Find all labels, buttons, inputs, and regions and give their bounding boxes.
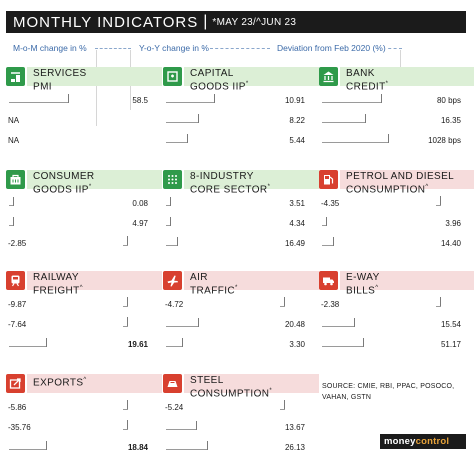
- source-note: [322, 381, 454, 403]
- indicator-value: -35.76: [8, 423, 31, 432]
- source-line-2: VAHAN, GSTN: [322, 394, 372, 401]
- legend-yoy-line: [210, 48, 270, 49]
- indicator-period-mark: ^: [83, 377, 87, 383]
- indicator-name-line-1: BANK: [346, 68, 375, 79]
- indicator-bar-tick: [381, 94, 382, 103]
- indicator-name-line-1: E-WAY: [346, 272, 380, 283]
- indicator-bar: [166, 142, 187, 143]
- indicator-name-line-2: CONSUMPTION^: [346, 184, 429, 196]
- indicator-name-line-2: FREIGHT^: [33, 285, 83, 297]
- indicator-bar-tick: [207, 441, 208, 450]
- indicator-bar-tick: [187, 134, 188, 143]
- indicator-name-line-1: CONSUMER: [33, 171, 95, 182]
- indicator-value: -2.38: [321, 300, 340, 309]
- indicator-value: 13.67: [284, 423, 305, 432]
- indicator-bar-tick: [196, 421, 197, 430]
- indicator-name-line-1: SERVICES: [33, 68, 87, 79]
- indicator-value: 20.48: [284, 320, 305, 329]
- indicator-bar: [9, 102, 68, 103]
- indicator-value: 3.51: [289, 199, 305, 208]
- moneycontrol-logo: [380, 434, 466, 449]
- legend-yoy-label: Y-o-Y change in %: [139, 43, 209, 53]
- indicator-period-mark: *: [267, 184, 271, 190]
- indicator-name-line-2: CONSUMPTION*: [190, 388, 273, 400]
- indicator-period-mark: ^: [79, 285, 83, 291]
- indicator-bar-tick: [388, 134, 389, 143]
- indicator-bar-tick: [214, 94, 215, 103]
- indicator-name-line-1: AIR: [190, 272, 208, 283]
- indicator-bar-tick: [177, 237, 178, 246]
- indicator-value: 18.84: [127, 443, 148, 452]
- indicator-value: -9.87: [8, 300, 27, 309]
- indicator-value: 0.08: [132, 199, 148, 208]
- indicator-bar: [166, 429, 196, 430]
- indicator-value: -4.35: [321, 199, 340, 208]
- logo-part-1: money: [384, 436, 416, 447]
- truck-icon: [319, 271, 338, 290]
- indicator-value: 19.61: [127, 340, 148, 349]
- indicator-bar-tick: [13, 197, 14, 206]
- legend-mom-line: [95, 48, 131, 49]
- core-sector-icon: [163, 170, 182, 189]
- indicator-name: [190, 68, 249, 92]
- legend-dev-guide: [400, 50, 401, 68]
- indicator-name: [33, 272, 83, 296]
- capital-goods-icon: [163, 67, 182, 86]
- indicator-bar-tick: [46, 441, 47, 450]
- indicator-bar-tick: [198, 114, 199, 123]
- exports-icon: [6, 374, 25, 393]
- indicator-bar-tick: [198, 318, 199, 327]
- indicator-bar-tick: [127, 420, 128, 429]
- indicator-value: -7.64: [8, 320, 27, 329]
- indicator-bar-tick: [68, 94, 69, 103]
- indicator-value: 16.35: [440, 116, 461, 125]
- indicator-name: [33, 68, 87, 92]
- indicator-name-line-1: EXPORTS^: [33, 377, 87, 389]
- page-subtitle: *MAY 23/^JUN 23: [212, 16, 297, 28]
- indicator-value: 3.96: [445, 219, 461, 228]
- indicator-bar-tick: [440, 196, 441, 205]
- indicator-name: [190, 171, 270, 195]
- indicator-name: [190, 375, 272, 399]
- indicator-bar-tick: [170, 197, 171, 206]
- indicator-value: -2.85: [8, 239, 27, 248]
- indicator-bar-tick: [127, 400, 128, 409]
- indicator-name-line-1: RAILWAY: [33, 272, 79, 283]
- indicator-value: 3.30: [289, 340, 305, 349]
- indicator-period-mark: ^: [425, 184, 429, 190]
- indicator-bar-tick: [127, 236, 128, 245]
- indicator-name-line-2: TRAFFIC*: [190, 285, 238, 297]
- indicator-bar: [166, 326, 198, 327]
- indicator-bar: [280, 409, 285, 410]
- indicator-bar: [322, 122, 365, 123]
- indicator-value: NA: [8, 116, 20, 125]
- indicator-name-line-2: PMI: [33, 81, 52, 93]
- title-bar: [6, 11, 466, 33]
- indicator-value: -4.72: [165, 300, 184, 309]
- indicator-bar: [280, 306, 285, 307]
- indicator-value: 10.91: [284, 96, 305, 105]
- indicator-name: [346, 171, 454, 195]
- bank-icon: [319, 67, 338, 86]
- indicator-bar-tick: [127, 317, 128, 326]
- indicator-bar-tick: [365, 114, 366, 123]
- indicator-value: 26.13: [284, 443, 305, 452]
- indicator-name: [346, 68, 388, 92]
- indicator-bar-tick: [182, 338, 183, 347]
- indicator-name: [346, 272, 380, 296]
- indicator-bar-tick: [363, 338, 364, 347]
- indicator-value: -5.24: [165, 403, 184, 412]
- railway-icon: [6, 271, 25, 290]
- indicator-bar-tick: [284, 297, 285, 306]
- indicator-bar: [322, 245, 333, 246]
- indicator-bar-tick: [326, 217, 327, 226]
- indicator-bar: [322, 346, 363, 347]
- indicator-bar-tick: [333, 237, 334, 246]
- indicator-value: 80 bps: [436, 96, 461, 105]
- indicator-bar: [322, 102, 381, 103]
- indicator-bar-tick: [354, 318, 355, 327]
- indicator-name-line-2: BILLS^: [346, 285, 379, 297]
- indicator-period-mark: *: [235, 285, 238, 291]
- indicator-period-mark: *: [88, 184, 92, 190]
- indicator-bar-tick: [46, 338, 47, 347]
- indicator-bar: [166, 245, 177, 246]
- indicator-bar-tick: [284, 400, 285, 409]
- indicator-name-line-1: CAPITAL: [190, 68, 234, 79]
- indicator-value: 16.49: [284, 239, 305, 248]
- indicator-bar: [322, 326, 354, 327]
- indicator-name-line-2: CORE SECTOR*: [190, 184, 271, 196]
- services-icon: [6, 67, 25, 86]
- indicator-bar-tick: [440, 297, 441, 306]
- indicator-bar: [322, 142, 388, 143]
- indicator-name-line-1: STEEL: [190, 375, 224, 386]
- fuel-pump-icon: [319, 170, 338, 189]
- indicator-bar-tick: [170, 217, 171, 226]
- title-separator: |: [203, 13, 208, 30]
- indicator-period-mark: *: [269, 388, 273, 394]
- indicator-bar: [436, 205, 441, 206]
- indicator-bar: [123, 326, 128, 327]
- indicator-value: 51.17: [440, 340, 461, 349]
- indicator-name-line-2: CREDIT*: [346, 81, 389, 93]
- indicator-bar: [123, 429, 128, 430]
- indicator-value: 4.34: [289, 219, 305, 228]
- indicator-bar: [436, 306, 441, 307]
- source-line-1: SOURCE: CMIE, RBI, PPAC, POSOCO,: [322, 383, 455, 390]
- indicator-bar-tick: [13, 217, 14, 226]
- indicator-bar: [166, 449, 207, 450]
- indicator-period-mark: *: [385, 81, 389, 87]
- indicator-bar: [9, 346, 46, 347]
- indicator-bar: [9, 449, 46, 450]
- indicator-value: 58.5: [132, 96, 148, 105]
- indicator-bar: [123, 245, 128, 246]
- indicator-bar: [166, 346, 182, 347]
- indicator-name-line-2: GOODS IIP*: [190, 81, 249, 93]
- indicator-value: 15.54: [440, 320, 461, 329]
- indicator-bar: [166, 122, 198, 123]
- page-title: MONTHLY INDICATORS: [13, 13, 199, 31]
- indicator-period-mark: *: [245, 81, 249, 87]
- legend-mom-guide: [96, 50, 97, 126]
- indicator-name-line-2: GOODS IIP*: [33, 184, 92, 196]
- indicator-name: [33, 375, 87, 388]
- indicator-name-line-1: PETROL AND DIESEL: [346, 171, 455, 182]
- indicator-bar: [166, 102, 214, 103]
- indicator-value: 8.22: [289, 116, 305, 125]
- airplane-icon: [163, 271, 182, 290]
- legend-dev-label: Deviation from Feb 2020 (%): [277, 43, 386, 53]
- legend-mom-label: M-o-M change in %: [13, 43, 87, 53]
- indicator-value: 4.97: [132, 219, 148, 228]
- steel-icon: [163, 374, 182, 393]
- indicator-value: -5.86: [8, 403, 27, 412]
- indicator-bar: [123, 306, 128, 307]
- indicator-name-line-1: 8-INDUSTRY: [190, 171, 254, 182]
- indicator-value: 5.44: [289, 136, 305, 145]
- indicator-value: 1028 bps: [428, 136, 461, 145]
- consumer-goods-icon: [6, 170, 25, 189]
- indicator-bar-tick: [127, 297, 128, 306]
- indicator-name: [190, 272, 238, 296]
- indicator-name: [33, 171, 95, 195]
- indicator-value: NA: [8, 136, 20, 145]
- indicator-bar: [123, 409, 128, 410]
- logo-part-2: control: [415, 436, 450, 447]
- indicator-value: 14.40: [440, 239, 461, 248]
- indicator-period-mark: ^: [375, 285, 379, 291]
